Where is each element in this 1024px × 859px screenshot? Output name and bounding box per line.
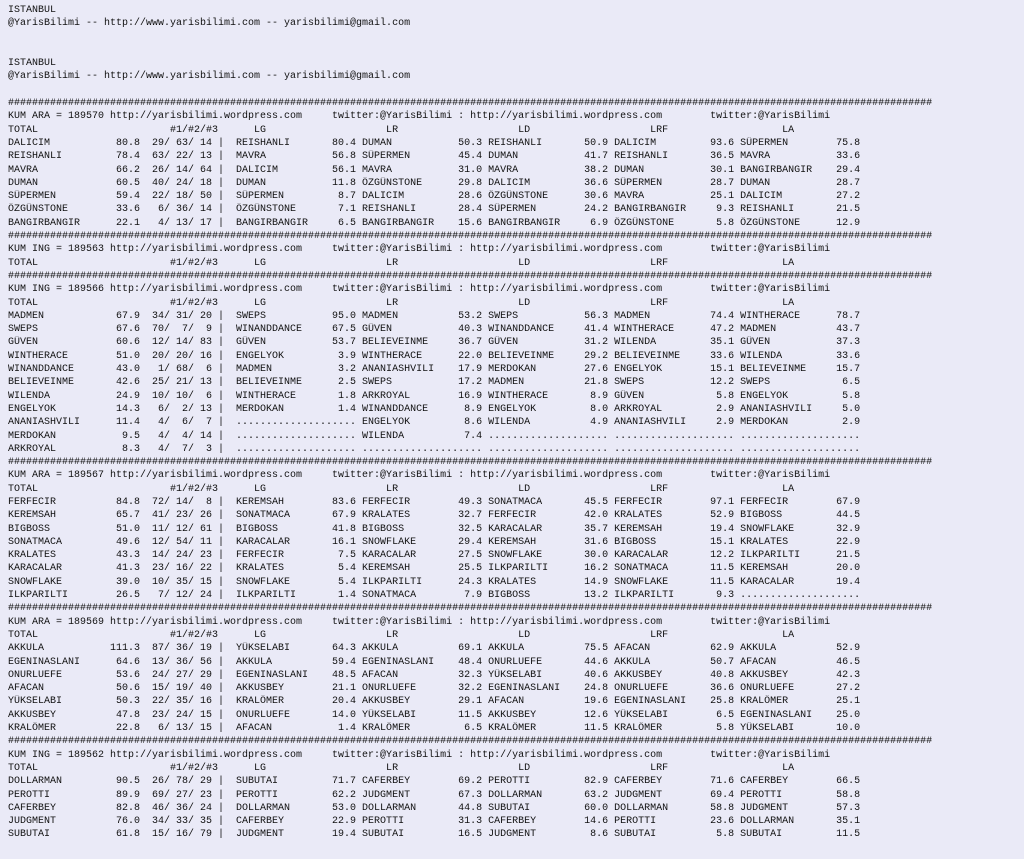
race-list <box>8 97 1024 842</box>
race-row: SUBUTAI 61.8 15/ 16/ 79 | JUDGMENT 19.4 SUBUTAI 16.5 JUDGMENT 8.6 SUBUTAI 5.8 SUBUTAI 11.5 <box>8 829 861 841</box>
blank-line <box>8 84 1024 97</box>
race-row: DOLLARMAN 90.5 26/ 78/ 29 | SUBUTAI 71.7 CAFERBEY 69.2 PEROTTI 82.9 CAFERBEY 71.6 CAFERBEY 66.5 <box>8 776 861 788</box>
header-contact: @YarisBilimi -- http://www.yarisbilimi.com -- yarisbilimi@gmail.com <box>8 18 411 30</box>
race-row: WINANDDANCE 43.0 1/ 68/ 6 | MADMEN 3.2 ANANIASHVILI 17.9 MERDOKAN 27.6 ENGELYOK 15.1 BELIEVEINME 15.7 <box>8 364 861 376</box>
race-row: ILKPARILTI 26.5 7/ 12/ 24 | ILKPARILTI 1.4 SONATMACA 7.9 BIGBOSS 13.2 ILKPARILTI 9.3 .................... <box>8 590 861 602</box>
race-row: SONATMACA 49.6 12/ 54/ 11 | KARACALAR 16.1 SNOWFLAKE 29.4 KEREMSAH 31.6 BIGBOSS 15.1 KRALATES 22.9 <box>8 536 861 548</box>
race-row: DALICIM 80.8 29/ 63/ 14 | REISHANLI 80.4 DUMAN 50.3 REISHANLI 50.9 DALICIM 93.6 SÜPERMEN 75.8 <box>8 137 861 149</box>
column-headers: TOTAL #1/#2/#3 LG LR LD LRF LA <box>8 762 795 774</box>
race-row: WINTHERACE 51.0 20/ 20/ 16 | ENGELYOK 3.9 WINTHERACE 22.0 BELIEVEINME 29.2 BELIEVEINME 33.6 WILENDA 33.6 <box>8 350 861 362</box>
race-row: REISHANLI 78.4 63/ 22/ 13 | MAVRA 56.8 SÜPERMEN 45.4 DUMAN 41.7 REISHANLI 36.5 MAVRA 33.6 <box>8 151 861 163</box>
separator-line: ########################################################################################################################################################## <box>8 457 933 469</box>
race-row: FERFECIR 84.8 72/ 14/ 8 | KEREMSAH 83.6 FERFECIR 49.3 SONATMACA 45.5 FERFECIR 97.1 FERFECIR 67.9 <box>8 496 861 508</box>
race-row: SÜPERMEN 59.4 22/ 18/ 50 | SÜPERMEN 8.7 DALICIM 28.6 ÖZGÜNSTONE 30.6 MAVRA 25.1 DALICIM 27.2 <box>8 191 861 203</box>
race-row: JUDGMENT 76.0 34/ 33/ 35 | CAFERBEY 22.9 PEROTTI 31.3 CAFERBEY 14.6 PEROTTI 23.6 DOLLARMAN 35.1 <box>8 816 861 828</box>
separator-line: ########################################################################################################################################################## <box>8 736 933 748</box>
race-row: ENGELYOK 14.3 6/ 2/ 13 | MERDOKAN 1.4 WINANDDANCE 8.9 ENGELYOK 8.0 ARKROYAL 2.9 ANANIASHVILI 5.0 <box>8 403 861 415</box>
header-city: ISTANBUL <box>8 5 57 16</box>
race-title: KUM ING = 189562 http://yarisbilimi.wordpress.com twitter:@YarisBilimi : http://yarisbilimi.wordpress.com twitter:@YarisBilimi <box>8 749 831 761</box>
separator-line: ########################################################################################################################################################## <box>8 270 933 282</box>
race-title: KUM ING = 189563 http://yarisbilimi.wordpress.com twitter:@YarisBilimi : http://yarisbilimi.wordpress.com twitter:@YarisBilimi <box>8 244 831 256</box>
race-row: ÖZGÜNSTONE 33.6 6/ 36/ 14 | ÖZGÜNSTONE 7.1 REISHANLI 28.4 SÜPERMEN 24.2 BANGIRBANGIR 9.3 REISHANLI 21.5 <box>8 204 861 216</box>
race-row: GÜVEN 60.6 12/ 14/ 83 | GÜVEN 53.7 BELIEVEINME 36.7 GÜVEN 31.2 WILENDA 35.1 GÜVEN 37.3 <box>8 337 861 349</box>
race-row: KARACALAR 41.3 23/ 16/ 22 | KRALATES 5.4 KEREMSAH 25.5 ILKPARILTI 16.2 SONATMACA 11.5 KEREMSAH 20.0 <box>8 563 861 575</box>
race-row: ANANIASHVILI 11.4 4/ 6/ 7 | .................... ENGELYOK 8.6 WILENDA 4.9 ANANIASHVILI 2.9 MERDOKAN 2.9 <box>8 417 861 429</box>
race-row: DUMAN 60.5 40/ 24/ 18 | DUMAN 11.8 ÖZGÜNSTONE 29.8 DALICIM 36.6 SÜPERMEN 28.7 DUMAN 28.7 <box>8 177 861 189</box>
race-title: KUM ING = 189566 http://yarisbilimi.wordpress.com twitter:@YarisBilimi : http://yarisbilimi.wordpress.com twitter:@YarisBilimi <box>8 284 831 296</box>
race-row: BIGBOSS 51.0 11/ 12/ 61 | BIGBOSS 41.8 BIGBOSS 32.5 KARACALAR 35.7 KEREMSAH 19.4 SNOWFLAKE 32.9 <box>8 523 861 535</box>
race-row: SNOWFLAKE 39.0 10/ 35/ 15 | SNOWFLAKE 5.4 ILKPARILTI 24.3 KRALATES 14.9 SNOWFLAKE 11.5 KARACALAR 19.4 <box>8 576 861 588</box>
header-contact-repeat: @YarisBilimi -- http://www.yarisbilimi.com -- yarisbilimi@gmail.com <box>8 71 411 83</box>
race-row: AFACAN 50.6 15/ 19/ 40 | AKKUSBEY 21.1 ONURLUEFE 32.2 EGENINASLANI 24.8 ONURLUEFE 36.6 ONURLUEFE 27.2 <box>8 683 861 695</box>
column-headers: TOTAL #1/#2/#3 LG LR LD LRF LA <box>8 629 795 641</box>
race-row: MAVRA 66.2 26/ 14/ 64 | DALICIM 56.1 MAVRA 31.0 MAVRA 38.2 DUMAN 30.1 BANGIRBANGIR 29.4 <box>8 164 861 176</box>
race-row: WILENDA 24.9 10/ 10/ 6 | WINTHERACE 1.8 ARKROYAL 16.9 WINTHERACE 8.9 GÜVEN 5.8 ENGELYOK 5.8 <box>8 390 861 402</box>
race-row: AKKUSBEY 47.8 23/ 24/ 15 | ONURLUEFE 14.0 YÜKSELABI 11.5 AKKUSBEY 12.6 YÜKSELABI 6.5 EGENINASLANI 25.0 <box>8 709 861 721</box>
race-title: KUM ARA = 189570 http://yarisbilimi.wordpress.com twitter:@YarisBilimi : http://yarisbilimi.wordpress.com twitter:@YarisBilimi <box>8 111 831 123</box>
column-headers: TOTAL #1/#2/#3 LG LR LD LRF LA <box>8 483 795 495</box>
column-headers: TOTAL #1/#2/#3 LG LR LD LRF LA <box>8 124 795 136</box>
race-title: KUM ARA = 189567 http://yarisbilimi.wordpress.com twitter:@YarisBilimi : http://yarisbilimi.wordpress.com twitter:@YarisBilimi <box>8 470 831 482</box>
race-row: YÜKSELABI 50.3 22/ 35/ 16 | KRALÖMER 20.4 AKKUSBEY 29.1 AFACAN 19.6 EGENINASLANI 25.8 KRALÖMER 25.1 <box>8 696 861 708</box>
race-row: ONURLUEFE 53.6 24/ 27/ 29 | EGENINASLANI 48.5 AFACAN 32.3 YÜKSELABI 40.6 AKKUSBEY 40.8 AKKUSBEY 42.3 <box>8 669 861 681</box>
race-row: MADMEN 67.9 34/ 31/ 20 | SWEPS 95.0 MADMEN 53.2 SWEPS 56.3 MADMEN 74.4 WINTHERACE 78.7 <box>8 310 861 322</box>
race-row: SWEPS 67.6 70/ 7/ 9 | WINANDDANCE 67.5 GÜVEN 40.3 WINANDDANCE 41.4 WINTHERACE 47.2 MADMEN 43.7 <box>8 324 861 336</box>
race-row: BANGIRBANGIR 22.1 4/ 13/ 17 | BANGIRBANGIR 6.5 BANGIRBANGIR 15.6 BANGIRBANGIR 6.9 ÖZGÜNSTONE 5.8 ÖZGÜNSTONE 12.9 <box>8 217 861 229</box>
race-row: AKKULA 111.3 87/ 36/ 19 | YÜKSELABI 64.3 AKKULA 69.1 AKKULA 75.5 AFACAN 62.9 AKKULA 52.9 <box>8 643 861 655</box>
race-row: ARKROYAL 8.3 4/ 7/ 3 | .................... .................... .................... .................... .................... <box>8 443 861 455</box>
race-row: CAFERBEY 82.8 46/ 36/ 24 | DOLLARMAN 53.0 DOLLARMAN 44.8 SUBUTAI 60.0 DOLLARMAN 58.8 JUDGMENT 57.3 <box>8 802 861 814</box>
race-row: KEREMSAH 65.7 41/ 23/ 26 | SONATMACA 67.9 KRALATES 32.7 FERFECIR 42.0 KRALATES 52.9 BIGBOSS 44.5 <box>8 510 861 522</box>
separator-line: ########################################################################################################################################################## <box>8 98 933 110</box>
column-headers: TOTAL #1/#2/#3 LG LR LD LRF LA <box>8 257 795 269</box>
race-row: KRALÖMER 22.8 6/ 13/ 15 | AFACAN 1.4 KRALÖMER 6.5 KRALÖMER 11.5 KRALÖMER 5.8 YÜKSELABI 10.0 <box>8 723 861 735</box>
race-row: PEROTTI 89.9 69/ 27/ 23 | PEROTTI 62.2 JUDGMENT 67.3 DOLLARMAN 63.2 JUDGMENT 69.4 PEROTTI 58.8 <box>8 789 861 801</box>
race-title: KUM ARA = 189569 http://yarisbilimi.wordpress.com twitter:@YarisBilimi : http://yarisbilimi.wordpress.com twitter:@YarisBilimi <box>8 616 831 628</box>
race-row: KRALATES 43.3 14/ 24/ 23 | FERFECIR 7.5 KARACALAR 27.5 SNOWFLAKE 30.0 KARACALAR 12.2 ILKPARILTI 21.5 <box>8 550 861 562</box>
header-city-repeat: ISTANBUL <box>8 58 57 70</box>
race-row: BELIEVEINME 42.6 25/ 21/ 13 | BELIEVEINME 2.5 SWEPS 17.2 MADMEN 21.8 SWEPS 12.2 SWEPS 6.5 <box>8 377 861 389</box>
race-row: MERDOKAN 9.5 4/ 4/ 14 | .................... WILENDA 7.4 .................... .................... .................... <box>8 430 861 442</box>
column-headers: TOTAL #1/#2/#3 LG LR LD LRF LA <box>8 297 795 309</box>
race-row: EGENINASLANI 64.6 13/ 36/ 56 | AKKULA 59.4 EGENINASLANI 48.4 ONURLUEFE 44.6 AKKULA 50.7 AFACAN 46.5 <box>8 656 861 668</box>
separator-line: ########################################################################################################################################################## <box>8 603 933 615</box>
separator-line: ########################################################################################################################################################## <box>8 231 933 243</box>
